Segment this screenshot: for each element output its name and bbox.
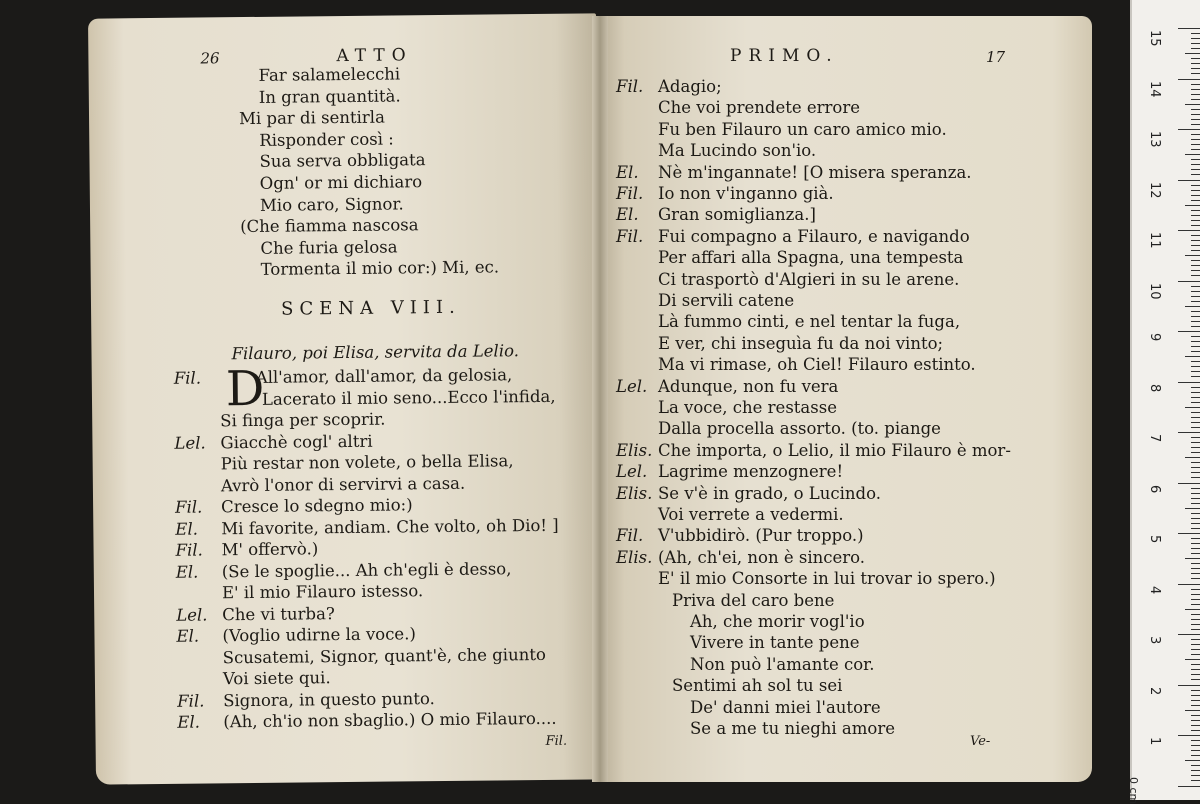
speaker-label: El. xyxy=(176,626,200,646)
speaker-label: Elis. xyxy=(616,483,653,503)
dialogue-line: E' il mio Consorte in lui trovar io spero.) xyxy=(658,569,996,589)
ruler-tick xyxy=(1191,84,1200,85)
ruler-tick xyxy=(1191,437,1200,438)
ruler-tick xyxy=(1178,584,1200,585)
ruler-tick xyxy=(1191,38,1200,39)
dialogue-line: Fu ben Filauro un caro amico mio. xyxy=(658,119,947,139)
ruler-tick xyxy=(1191,164,1200,165)
verse-line: Che furia gelosa xyxy=(260,237,398,258)
ruler-tick xyxy=(1191,286,1200,287)
ruler-tick xyxy=(1191,114,1200,115)
ruler-tick xyxy=(1191,220,1200,221)
ruler-tick xyxy=(1185,407,1200,408)
ruler-tick xyxy=(1191,215,1200,216)
ruler-tick xyxy=(1178,230,1200,231)
measuring-ruler xyxy=(1127,0,1200,804)
ruler-tick xyxy=(1191,528,1200,529)
ruler-tick xyxy=(1178,432,1200,433)
ruler-unit-label: 0 cm xyxy=(1127,777,1140,804)
ruler-tick xyxy=(1191,387,1200,388)
speaker-label: Lel. xyxy=(616,462,648,482)
speaker-label: Elis. xyxy=(616,440,653,460)
ruler-tick xyxy=(1178,382,1200,383)
ruler-number: 8 xyxy=(1147,383,1162,392)
ruler-tick xyxy=(1178,129,1200,130)
running-head: PRIMO. xyxy=(730,46,839,66)
ruler-tick xyxy=(1191,58,1200,59)
dialogue-line: Lacerato il mio seno...Ecco l'infida, xyxy=(261,386,556,409)
ruler-tick xyxy=(1191,543,1200,544)
ruler-tick xyxy=(1191,624,1200,625)
ruler-number: 12 xyxy=(1147,181,1162,199)
dialogue-line: Ma vi rimase, oh Ciel! Filauro estinto. xyxy=(658,355,976,375)
ruler-tick xyxy=(1185,356,1200,357)
dialogue-line: Adunque, non fu vera xyxy=(658,376,839,396)
right-page xyxy=(600,16,1092,782)
ruler-tick xyxy=(1191,523,1200,524)
ruler-tick xyxy=(1191,397,1200,398)
ruler-tick xyxy=(1191,750,1200,751)
ruler-tick xyxy=(1191,296,1200,297)
ruler-tick xyxy=(1191,149,1200,150)
ruler-tick xyxy=(1191,99,1200,100)
ruler-tick xyxy=(1178,634,1200,635)
ruler-tick xyxy=(1191,250,1200,251)
ruler-tick xyxy=(1191,260,1200,261)
dialogue-line: Adagio; xyxy=(658,77,722,96)
ruler-tick xyxy=(1191,63,1200,64)
dialogue-line: Signora, in questo punto. xyxy=(223,688,435,710)
ruler-tick xyxy=(1191,144,1200,145)
ruler-tick xyxy=(1191,195,1200,196)
dialogue-line: Gran somiglianza.] xyxy=(658,205,816,225)
dialogue-line: Giacchè cogl' altri xyxy=(220,431,373,452)
speaker-label: El. xyxy=(616,162,639,182)
dialogue-line: Si finga per scoprir. xyxy=(220,409,386,431)
running-head: ATTO xyxy=(336,45,413,67)
ruler-tick xyxy=(1191,134,1200,135)
ruler-tick xyxy=(1191,119,1200,120)
ruler-tick xyxy=(1191,336,1200,337)
ruler-tick xyxy=(1185,508,1200,509)
left-page xyxy=(88,13,604,784)
ruler-tick xyxy=(1191,604,1200,605)
ruler-tick xyxy=(1191,190,1200,191)
speaker-label: Elis. xyxy=(616,547,653,567)
drop-cap: D xyxy=(225,360,265,418)
dialogue-line: Io non v'inganno già. xyxy=(658,184,834,203)
ruler-tick xyxy=(1191,447,1200,448)
dialogue-line: (Ah, ch'io non sbaglio.) O mio Filauro.... xyxy=(223,708,557,732)
ruler-tick xyxy=(1191,462,1200,463)
ruler-tick xyxy=(1191,690,1200,691)
ruler-tick xyxy=(1191,174,1200,175)
dialogue-line: Cresce lo sdegno mio:) xyxy=(221,495,413,517)
ruler-tick xyxy=(1191,780,1200,781)
ruler-tick xyxy=(1191,240,1200,241)
ruler-tick xyxy=(1191,366,1200,367)
ruler-tick xyxy=(1191,185,1200,186)
dialogue-line: E' il mio Filauro istesso. xyxy=(221,581,424,603)
dialogue-line: Dalla procella assorto. (to. piange xyxy=(658,419,941,439)
ruler-number: 13 xyxy=(1147,131,1162,148)
catchword: Ve- xyxy=(970,734,991,749)
ruler-tick xyxy=(1191,705,1200,706)
ruler-tick xyxy=(1191,639,1200,640)
ruler-tick xyxy=(1191,498,1200,499)
dialogue-line: Che importa, o Lelio, il mio Filauro è mor- xyxy=(658,440,1011,460)
ruler-number: 10 xyxy=(1147,282,1162,300)
ruler-tick xyxy=(1191,275,1200,276)
ruler-tick xyxy=(1191,73,1200,74)
ruler-tick xyxy=(1191,619,1200,620)
ruler-tick xyxy=(1191,346,1200,347)
ruler-tick xyxy=(1191,159,1200,160)
speaker-label: El. xyxy=(175,519,199,539)
ruler-tick xyxy=(1191,548,1200,549)
ruler-tick xyxy=(1178,735,1200,736)
ruler-tick xyxy=(1191,210,1200,211)
dialogue-line: Priva del caro bene xyxy=(672,590,835,610)
scene-heading: SCENA VIII. xyxy=(280,296,461,320)
ruler-tick xyxy=(1185,53,1200,54)
ruler-tick xyxy=(1178,331,1200,332)
ruler-tick xyxy=(1185,457,1200,458)
ruler-tick xyxy=(1191,770,1200,771)
ruler-tick xyxy=(1191,467,1200,468)
ruler-tick xyxy=(1191,654,1200,655)
ruler-tick xyxy=(1191,376,1200,377)
ruler-tick xyxy=(1185,306,1200,307)
ruler-tick xyxy=(1191,245,1200,246)
speaker-label: Lel. xyxy=(616,376,648,396)
dialogue-line: (Ah, ch'ei, non è sincero. xyxy=(658,547,865,567)
dialogue-line: Lagrime menzognere! xyxy=(658,462,844,482)
catchword: Fil. xyxy=(545,733,568,749)
dialogue-line: (Se le spoglie... Ah ch'egli è desso, xyxy=(221,558,512,581)
speaker-label: Fil. xyxy=(616,77,644,96)
verse-line: In gran quantità. xyxy=(258,86,401,107)
ruler-tick xyxy=(1191,139,1200,140)
speaker-label: Fil. xyxy=(175,497,203,517)
ruler-number: 11 xyxy=(1147,232,1162,249)
ruler-tick xyxy=(1191,169,1200,170)
ruler-number: 15 xyxy=(1147,30,1162,47)
verse-line: Mio caro, Signor. xyxy=(259,193,404,215)
dialogue-line: Se v'è in grado, o Lucindo. xyxy=(658,483,881,503)
verse-line: Sua serva obbligata xyxy=(259,150,426,172)
ruler-number: 3 xyxy=(1147,636,1162,645)
ruler-tick xyxy=(1191,422,1200,423)
ruler-tick xyxy=(1191,649,1200,650)
dialogue-line: Nè m'ingannate! [O misera speranza. xyxy=(658,162,972,182)
ruler-tick xyxy=(1191,538,1200,539)
ruler-tick xyxy=(1191,361,1200,362)
ruler-tick xyxy=(1191,730,1200,731)
dialogue-line: Se a me tu nieghi amore xyxy=(690,719,896,738)
ruler-tick xyxy=(1191,740,1200,741)
speaker-label: El. xyxy=(177,712,201,732)
ruler-tick xyxy=(1191,745,1200,746)
ruler-tick xyxy=(1191,225,1200,226)
ruler-tick xyxy=(1191,68,1200,69)
dialogue-line: Voi verrete a vedermi. xyxy=(658,505,844,524)
ruler-tick xyxy=(1191,326,1200,327)
dialogue-line: Mi favorite, andiam. Che volto, oh Dio! ] xyxy=(221,515,559,538)
ruler-number: 4 xyxy=(1147,585,1162,594)
ruler-tick xyxy=(1191,412,1200,413)
dialogue-line: La voce, che restasse xyxy=(658,398,837,417)
ruler-tick xyxy=(1191,472,1200,473)
dialogue-line: Là fummo cinti, e nel tentar la fuga, xyxy=(658,312,961,332)
ruler-tick xyxy=(1191,563,1200,564)
dialogue-line: Voi siete qui. xyxy=(222,668,331,689)
ruler-tick xyxy=(1191,392,1200,393)
ruler-tick xyxy=(1185,205,1200,206)
speaker-label: Fil. xyxy=(616,226,644,246)
ruler-tick xyxy=(1185,710,1200,711)
ruler-tick xyxy=(1185,609,1200,610)
open-book xyxy=(92,16,1092,782)
dialogue-line: Che vi turba? xyxy=(222,603,335,624)
ruler-number: 7 xyxy=(1147,434,1162,443)
dialogue-line: (Voglio udirne la voce.) xyxy=(222,624,416,646)
ruler-number: 6 xyxy=(1147,484,1162,493)
ruler-tick xyxy=(1191,513,1200,514)
dialogue-line: Fui compagno a Filauro, e navigando xyxy=(658,226,970,246)
ruler-tick xyxy=(1191,89,1200,90)
ruler-tick xyxy=(1191,371,1200,372)
verse-line: Tormenta il mio cor:) Mi, ec. xyxy=(260,257,500,280)
ruler-tick xyxy=(1191,33,1200,34)
ruler-tick xyxy=(1191,109,1200,110)
page-number: 17 xyxy=(986,48,1006,66)
dialogue-line: Avrò l'onor di servirvi a casa. xyxy=(220,473,466,495)
ruler-tick xyxy=(1191,674,1200,675)
dialogue-line: Scusatemi, Signor, quant'è, che giunto xyxy=(222,644,546,667)
ruler-tick xyxy=(1191,755,1200,756)
ruler-tick xyxy=(1178,281,1200,282)
ruler-tick xyxy=(1191,573,1200,574)
ruler-tick xyxy=(1191,553,1200,554)
ruler-tick xyxy=(1191,321,1200,322)
dialogue-line: Ma Lucindo son'io. xyxy=(658,141,817,161)
verse-line: Far salamelecchi xyxy=(258,64,401,85)
speaker-label: El. xyxy=(616,205,639,225)
ruler-tick xyxy=(1191,200,1200,201)
ruler-tick xyxy=(1191,442,1200,443)
ruler-tick xyxy=(1191,568,1200,569)
ruler-tick xyxy=(1191,775,1200,776)
dialogue-line: Per affari alla Spagna, una tempesta xyxy=(658,248,964,268)
speaker-label: Lel. xyxy=(176,604,208,625)
dialogue-line: Che voi prendete errore xyxy=(658,98,860,118)
ruler-number: 1 xyxy=(1147,737,1162,746)
ruler-tick xyxy=(1191,94,1200,95)
ruler-tick xyxy=(1191,669,1200,670)
ruler-tick xyxy=(1191,124,1200,125)
ruler-tick xyxy=(1185,255,1200,256)
dialogue-line: E ver, chi inseguìa fu da noi vinto; xyxy=(658,333,944,353)
speaker-label: Lel. xyxy=(174,432,206,453)
verse-line: Ogn' or mi dichiaro xyxy=(259,172,423,193)
ruler-tick xyxy=(1191,417,1200,418)
ruler-tick xyxy=(1185,659,1200,660)
ruler-number: 9 xyxy=(1147,333,1162,342)
ruler-tick xyxy=(1191,599,1200,600)
ruler-tick xyxy=(1191,614,1200,615)
ruler-tick xyxy=(1191,311,1200,312)
ruler-tick xyxy=(1191,679,1200,680)
ruler-tick xyxy=(1178,79,1200,80)
ruler-number: 5 xyxy=(1147,535,1162,544)
ruler-number: 2 xyxy=(1147,686,1162,695)
ruler-tick xyxy=(1191,700,1200,701)
ruler-tick xyxy=(1185,558,1200,559)
speaker-label: Fil. xyxy=(616,184,644,203)
ruler-tick xyxy=(1191,427,1200,428)
ruler-tick xyxy=(1185,104,1200,105)
ruler-tick xyxy=(1178,786,1200,787)
ruler-tick xyxy=(1191,720,1200,721)
ruler-tick xyxy=(1191,43,1200,44)
ruler-tick xyxy=(1178,483,1200,484)
ruler-tick xyxy=(1191,291,1200,292)
speaker-label: Fil. xyxy=(616,526,644,546)
scene-characters: Filauro, poi Elisa, servita da Lelio. xyxy=(231,341,520,364)
book-gutter xyxy=(592,16,608,782)
speaker-label: Fil. xyxy=(175,540,203,560)
dialogue-line: Vivere in tante pene xyxy=(690,633,860,653)
dialogue-line: De' danni miei l'autore xyxy=(690,697,881,717)
speaker-label: El. xyxy=(175,562,199,582)
dialogue-line: Sentimi ah sol tu sei xyxy=(672,676,843,696)
ruler-tick xyxy=(1191,402,1200,403)
ruler-tick xyxy=(1191,48,1200,49)
dialogue-line: M' offervò.) xyxy=(221,539,319,560)
ruler-tick xyxy=(1191,235,1200,236)
verse-line: (Che fiamma nascosa xyxy=(240,215,419,237)
ruler-tick xyxy=(1191,270,1200,271)
ruler-tick xyxy=(1178,28,1200,29)
ruler-tick xyxy=(1191,316,1200,317)
ruler-number: 14 xyxy=(1147,80,1162,98)
page-number: 26 xyxy=(200,49,220,68)
dialogue-line: Ci trasportò d'Algieri in su le arene. xyxy=(658,269,960,289)
ruler-tick xyxy=(1191,594,1200,595)
verse-line: Mi par di sentirla xyxy=(238,107,385,129)
ruler-tick xyxy=(1185,154,1200,155)
verse-line: Risponder così : xyxy=(259,129,394,150)
ruler-tick xyxy=(1191,715,1200,716)
ruler-tick xyxy=(1178,180,1200,181)
ruler-tick xyxy=(1191,341,1200,342)
dialogue-line: V'ubbidirò. (Pur troppo.) xyxy=(658,526,864,546)
dialogue-line: All'amor, dall'amor, da gelosia, xyxy=(255,365,513,387)
ruler-tick xyxy=(1191,493,1200,494)
ruler-tick xyxy=(1191,452,1200,453)
ruler-tick xyxy=(1191,765,1200,766)
ruler-tick xyxy=(1191,265,1200,266)
ruler-tick xyxy=(1185,760,1200,761)
ruler-tick xyxy=(1191,695,1200,696)
ruler-tick xyxy=(1191,301,1200,302)
ruler-tick xyxy=(1178,685,1200,686)
ruler-tick xyxy=(1191,644,1200,645)
ruler-tick xyxy=(1191,488,1200,489)
ruler-tick xyxy=(1191,351,1200,352)
ruler-tick xyxy=(1191,518,1200,519)
ruler-tick xyxy=(1191,477,1200,478)
ruler-tick xyxy=(1191,589,1200,590)
speaker-label: Fil. xyxy=(177,690,205,711)
ruler-tick xyxy=(1191,664,1200,665)
dialogue-line: Ah, che morir vogl'io xyxy=(690,612,865,631)
ruler-tick xyxy=(1178,533,1200,534)
dialogue-line: Non può l'amante cor. xyxy=(690,654,875,674)
dialogue-line: Più restar non volete, o bella Elisa, xyxy=(220,451,514,474)
dialogue-line: Di servili catene xyxy=(658,291,795,310)
ruler-tick xyxy=(1191,578,1200,579)
speaker-label: Fil. xyxy=(173,368,202,388)
ruler-tick xyxy=(1191,629,1200,630)
ruler-tick xyxy=(1191,725,1200,726)
ruler-tick xyxy=(1191,503,1200,504)
